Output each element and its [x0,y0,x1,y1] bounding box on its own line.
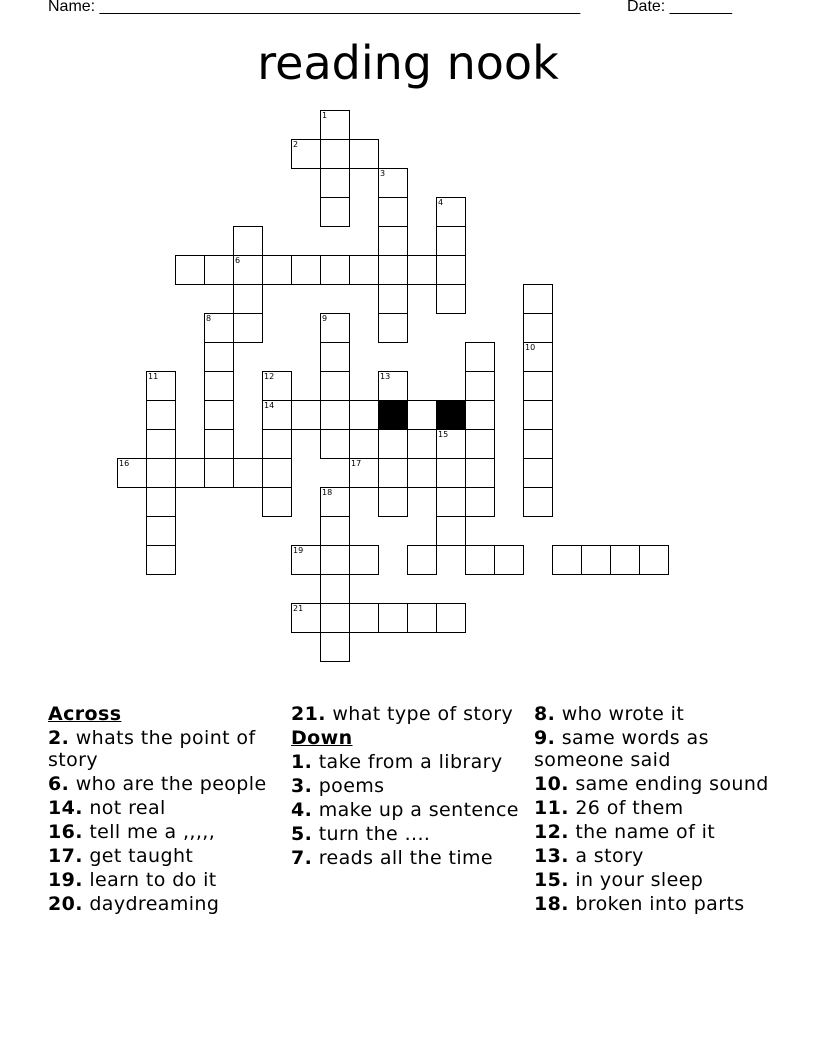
clue-across-14: 14. not real [48,797,166,819]
grid-cell[interactable] [320,400,350,430]
grid-cell[interactable] [378,429,408,459]
grid-cell[interactable] [523,400,553,430]
clue-number: 21 [293,604,304,613]
clue-down-9: 9. same words as someone said [534,727,709,771]
grid-cell[interactable] [262,429,292,459]
grid-cell[interactable] [378,255,408,285]
grid-cell[interactable] [204,429,234,459]
clue-number: 12 [264,372,275,381]
grid-cell[interactable] [349,400,379,430]
clue-down-7: 7. reads all the time [291,847,494,869]
clue-number: 4 [438,198,444,207]
grid-cell[interactable] [523,342,553,372]
grid-cell[interactable] [349,139,379,169]
grid-cell[interactable] [523,458,553,488]
grid-cell[interactable] [291,400,321,430]
clue-down-3: 3. poems [291,775,385,797]
clue-down-10: 10. same ending sound [534,773,769,795]
grid-cell[interactable] [233,458,263,488]
grid-cell[interactable] [436,226,466,256]
clue-down-4: 4. make up a sentence [291,799,519,821]
clue-down-13: 13. a story [534,845,644,867]
grid-cell[interactable] [378,313,408,343]
grid-cell[interactable] [436,255,466,285]
grid-cell[interactable] [320,342,350,372]
clue-number: 14 [264,401,275,410]
grid-cell[interactable] [117,458,147,488]
grid-cell[interactable] [233,313,263,343]
clue-number: 8 [206,314,212,323]
clue-column-3 [534,703,770,917]
grid-cell[interactable] [320,632,350,662]
grid-cell[interactable] [262,400,292,430]
grid-cell[interactable] [175,458,205,488]
grid-cell[interactable] [407,400,437,430]
grid-cell[interactable] [320,487,350,517]
grid-cell[interactable] [465,342,495,372]
grid-cell[interactable] [494,545,524,575]
clue-number: 11 [148,372,159,381]
grid-cell[interactable] [436,516,466,546]
grid-cell[interactable] [378,168,408,198]
clue-number: 1 [322,111,328,120]
grid-cell[interactable] [146,487,176,517]
clue-down-18: 18. broken into parts [534,893,745,915]
grid-cell[interactable] [523,313,553,343]
grid-cell[interactable] [349,458,379,488]
grid-cell[interactable] [378,371,408,401]
grid-cell[interactable] [233,255,263,285]
clue-number: 13 [380,372,391,381]
grid-cell[interactable] [349,545,379,575]
date-field: Date: _______ [627,0,732,15]
grid-cell[interactable] [320,603,350,633]
grid-cell[interactable] [436,487,466,517]
grid-cell[interactable] [233,284,263,314]
grid-cell[interactable] [436,197,466,227]
clue-down-5: 5. turn the .... [291,823,431,845]
clue-down-15: 15. in your sleep [534,869,704,891]
grid-cell[interactable] [204,371,234,401]
grid-cell[interactable] [146,516,176,546]
clue-number: 16 [119,459,130,468]
grid-cell[interactable] [610,545,640,575]
grid-cell[interactable] [378,458,408,488]
grid-cell[interactable] [291,255,321,285]
blocked-cell [378,400,408,430]
clue-across-2: 2. whats the point of story [48,727,256,771]
clue-column-1 [48,703,284,917]
clue-across-6: 6. who are the people [48,773,267,795]
grid-cell[interactable] [320,545,350,575]
grid-cell[interactable] [146,371,176,401]
clue-down-12: 12. the name of it [534,821,716,843]
grid-cell[interactable] [320,139,350,169]
grid-cell[interactable] [146,400,176,430]
grid-cell[interactable] [378,226,408,256]
down-heading: Down [291,727,353,749]
grid-cell[interactable] [320,429,350,459]
grid-cell[interactable] [523,487,553,517]
grid-cell[interactable] [378,487,408,517]
grid-cell[interactable] [291,545,321,575]
grid-cell[interactable] [465,487,495,517]
grid-cell[interactable] [436,284,466,314]
clue-number: 19 [293,546,304,555]
clue-across-21: 21. what type of story [291,703,514,725]
grid-cell[interactable] [349,255,379,285]
grid-cell[interactable] [320,110,350,140]
grid-cell[interactable] [378,197,408,227]
grid-cell[interactable] [523,371,553,401]
grid-cell[interactable] [436,458,466,488]
blocked-cell [436,400,466,430]
grid-cell[interactable] [204,458,234,488]
grid-cell[interactable] [146,458,176,488]
page-title: reading nook [257,36,559,90]
grid-cell[interactable] [378,284,408,314]
grid-cell[interactable] [581,545,611,575]
grid-cell[interactable] [639,545,669,575]
grid-cell[interactable] [320,574,350,604]
clue-number: 18 [322,488,333,497]
grid-cell[interactable] [378,603,408,633]
clue-column-2 [291,703,527,871]
grid-cell[interactable] [262,255,292,285]
grid-cell[interactable] [407,545,437,575]
grid-cell[interactable] [436,603,466,633]
clue-across-20: 20. daydreaming [48,893,220,915]
grid-cell[interactable] [436,429,466,459]
grid-cell[interactable] [204,255,234,285]
clue-number: 9 [322,314,328,323]
clue-number: 2 [293,140,299,149]
clue-number: 6 [235,256,241,265]
grid-cell[interactable] [552,545,582,575]
grid-cell[interactable] [146,429,176,459]
grid-cell[interactable] [262,458,292,488]
clue-down-11: 11. 26 of them [534,797,684,819]
clue-number: 10 [525,343,536,352]
clue-number: 17 [351,459,362,468]
grid-cell[interactable] [349,603,379,633]
grid-cell[interactable] [320,197,350,227]
clue-across-19: 19. learn to do it [48,869,217,891]
grid-cell[interactable] [204,342,234,372]
grid-cell[interactable] [146,545,176,575]
clue-number: 15 [438,430,449,439]
grid-cell[interactable] [320,168,350,198]
name-field: Name: ______________________________________________________ [48,0,581,15]
clue-down-8: 8. who wrote it [534,703,685,725]
grid-cell[interactable] [291,139,321,169]
grid-cell[interactable] [523,284,553,314]
grid-cell[interactable] [204,400,234,430]
grid-cell[interactable] [465,545,495,575]
grid-cell[interactable] [204,313,234,343]
grid-cell[interactable] [291,603,321,633]
grid-cell[interactable] [465,458,495,488]
grid-cell[interactable] [320,516,350,546]
grid-cell[interactable] [320,371,350,401]
grid-cell[interactable] [407,458,437,488]
grid-cell[interactable] [175,255,205,285]
clue-across-16: 16. tell me a ,,,,, [48,821,216,843]
grid-cell[interactable] [262,487,292,517]
grid-cell[interactable] [465,371,495,401]
grid-cell[interactable] [407,255,437,285]
across-heading: Across [48,703,122,725]
clue-number: 3 [380,169,386,178]
grid-cell[interactable] [320,313,350,343]
grid-cell[interactable] [407,603,437,633]
grid-cell[interactable] [262,371,292,401]
grid-cell[interactable] [233,226,263,256]
grid-cell[interactable] [465,429,495,459]
clue-down-1: 1. take from a library [291,751,503,773]
grid-cell[interactable] [523,429,553,459]
grid-cell[interactable] [320,255,350,285]
clue-across-17: 17. get taught [48,845,194,867]
grid-cell[interactable] [465,400,495,430]
